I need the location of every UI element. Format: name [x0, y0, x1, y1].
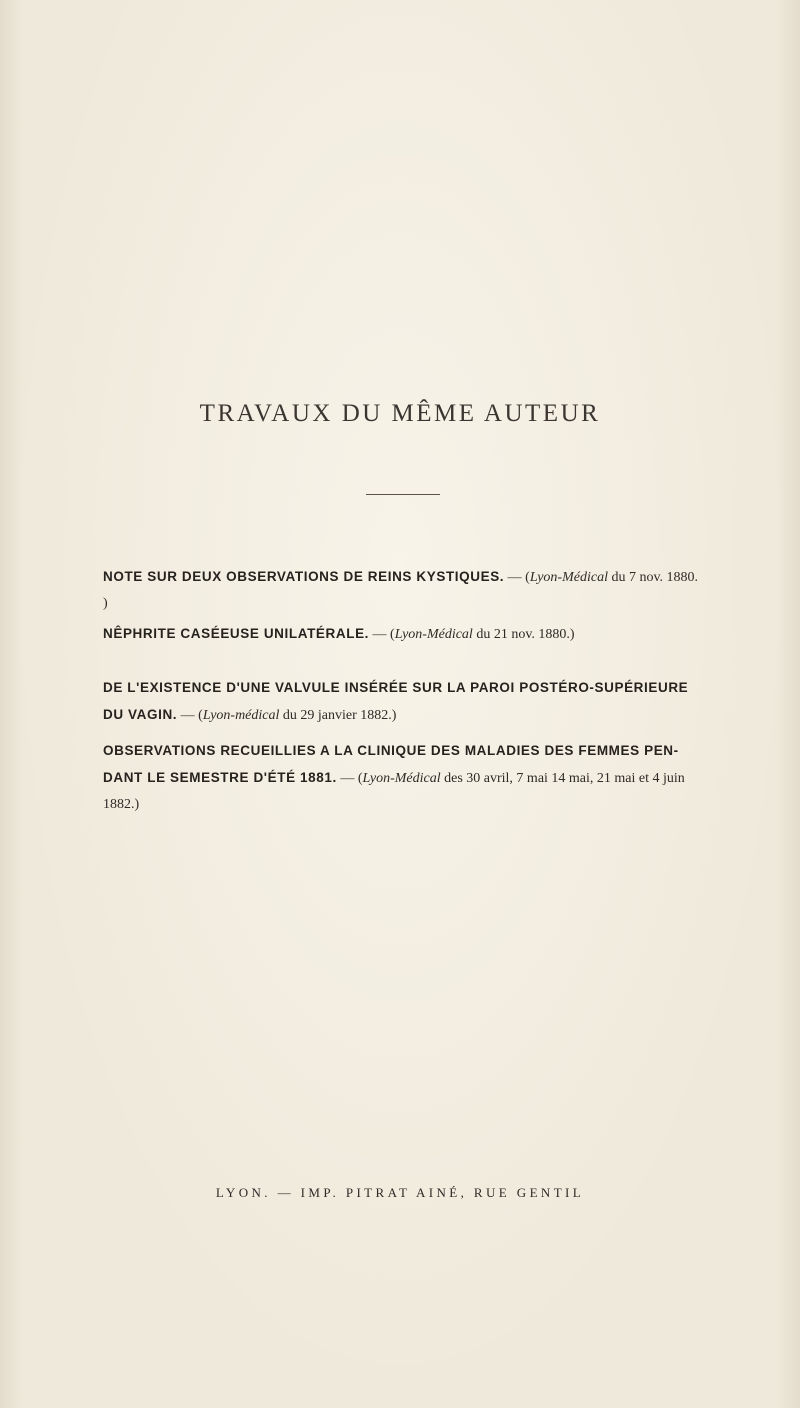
entry-open-paren: ( — [198, 708, 203, 723]
entry-detail: du 21 nov. 1880.) — [472, 627, 575, 642]
entry-open-paren: ( — [357, 771, 363, 786]
entry-open-paren: ( — [390, 627, 395, 642]
entry-source: Lyon-Médical — [529, 570, 608, 585]
entry-source: Lyon-Médical — [362, 771, 441, 786]
entry-dash: — — [177, 708, 199, 723]
entry-detail: du 7 nov. 1880. ) — [103, 570, 699, 611]
entry-heading: NOTE SUR DEUX OBSERVATIONS DE REINS KYSTIQUES. — [103, 569, 505, 584]
entry-open-paren: ( — [525, 570, 530, 585]
bibliography-entry — [103, 621, 703, 648]
entry-detail: des 30 avril, 7 mai 14 mai, 21 mai et 4 juin 1882.) — [103, 771, 685, 812]
printer-imprint: LYON. — IMP. PITRAT AINÉ, RUE GENTIL — [215, 1185, 585, 1200]
entry-detail: du 29 janvier 1882.) — [279, 708, 397, 723]
entry-dash: — — [336, 771, 358, 786]
entry-heading: DE L'EXISTENCE D'UNE VALVULE INSÉRÉE SUR LA PAROI POSTÉRO-SUPÉRIEURE DU VAGIN. — [103, 680, 689, 722]
bibliography-entry — [103, 675, 703, 729]
page-title: TRAVAUX DU MÊME AUTEUR — [199, 400, 601, 427]
entry-dash: — — [504, 570, 526, 585]
entry-source: Lyon-Médical — [394, 627, 473, 642]
entry-heading: OBSERVATIONS RECUEILLIES A LA CLINIQUE DES MALADIES DES FEMMES PEN- DANT LE SEMESTRE D'ÉTÉ 1881. — [103, 743, 679, 785]
entry-dash: — — [369, 627, 391, 642]
entry-source: Lyon-médical — [202, 708, 280, 723]
entry-heading: NÊPHRITE CASÉEUSE UNILATÉRALE. — [103, 626, 370, 641]
bibliography-entry — [103, 738, 703, 818]
title-divider — [366, 494, 440, 495]
bibliography-entry — [103, 564, 703, 617]
